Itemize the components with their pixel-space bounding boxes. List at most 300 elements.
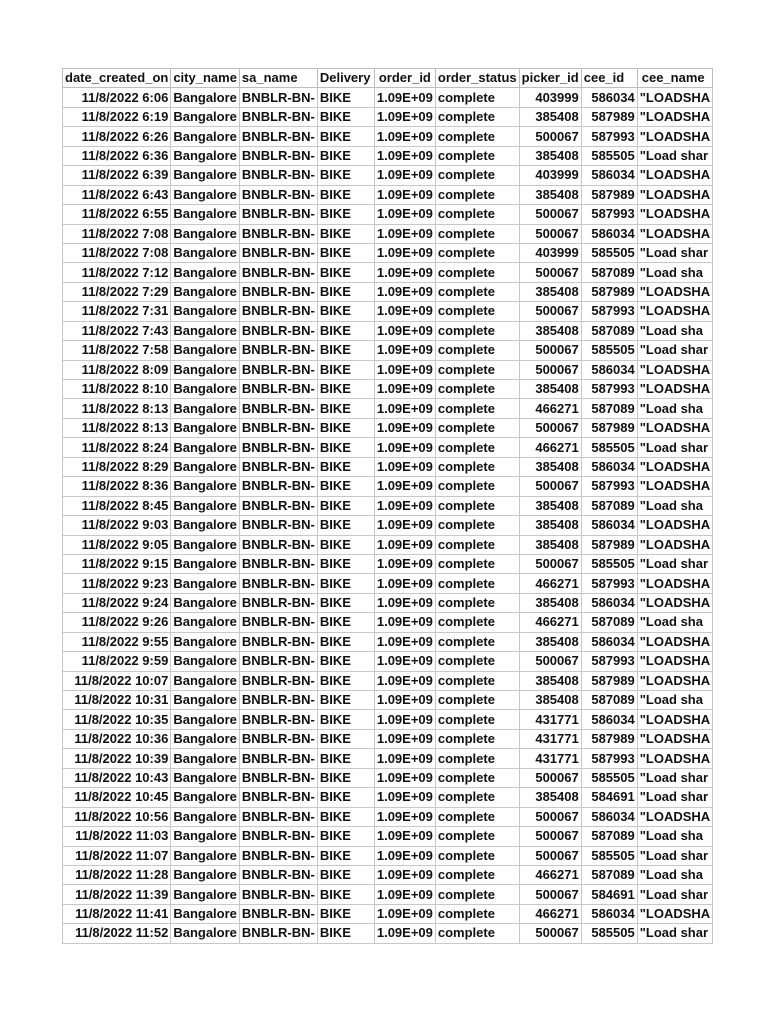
date-cell[interactable]: 11/8/2022 10:39 <box>63 749 171 768</box>
order-status-cell[interactable]: complete <box>435 457 519 476</box>
delivery-cell[interactable]: BIKE <box>317 846 374 865</box>
order-id-cell[interactable]: 1.09E+09 <box>374 593 435 612</box>
picker-id-cell[interactable]: 385408 <box>519 457 581 476</box>
cee-id-cell[interactable]: 585505 <box>581 768 637 787</box>
sa-name-cell[interactable]: BNBLR-BN- <box>239 438 317 457</box>
cee-name-cell[interactable]: "LOADSHA <box>637 282 712 301</box>
sa-name-cell[interactable]: BNBLR-BN- <box>239 107 317 126</box>
order-status-cell[interactable]: complete <box>435 788 519 807</box>
cee-name-cell[interactable]: "LOADSHA <box>637 457 712 476</box>
sa-name-cell[interactable]: BNBLR-BN- <box>239 691 317 710</box>
delivery-cell[interactable]: BIKE <box>317 205 374 224</box>
order-status-cell[interactable]: complete <box>435 438 519 457</box>
cee-id-cell[interactable]: 587989 <box>581 107 637 126</box>
order-id-cell[interactable]: 1.09E+09 <box>374 671 435 690</box>
city-cell[interactable]: Bangalore <box>171 477 240 496</box>
date-cell[interactable]: 11/8/2022 7:12 <box>63 263 171 282</box>
sa-name-cell[interactable]: BNBLR-BN- <box>239 574 317 593</box>
order-status-cell[interactable]: complete <box>435 632 519 651</box>
date-cell[interactable]: 11/8/2022 7:08 <box>63 224 171 243</box>
picker-id-cell[interactable]: 431771 <box>519 729 581 748</box>
cee-id-cell[interactable]: 587089 <box>581 321 637 340</box>
city-cell[interactable]: Bangalore <box>171 554 240 573</box>
city-cell[interactable]: Bangalore <box>171 166 240 185</box>
picker-id-cell[interactable]: 500067 <box>519 477 581 496</box>
cee-name-cell[interactable]: "Load sha <box>637 691 712 710</box>
order-id-cell[interactable]: 1.09E+09 <box>374 865 435 884</box>
sa-name-cell[interactable]: BNBLR-BN- <box>239 166 317 185</box>
city-cell[interactable]: Bangalore <box>171 127 240 146</box>
date-cell[interactable]: 11/8/2022 7:29 <box>63 282 171 301</box>
date-cell[interactable]: 11/8/2022 8:24 <box>63 438 171 457</box>
cee-id-cell[interactable]: 587989 <box>581 671 637 690</box>
order-status-cell[interactable]: complete <box>435 360 519 379</box>
cee-id-cell[interactable]: 586034 <box>581 457 637 476</box>
sa-name-cell[interactable]: BNBLR-BN- <box>239 788 317 807</box>
order-id-cell[interactable]: 1.09E+09 <box>374 166 435 185</box>
sa-name-cell[interactable]: BNBLR-BN- <box>239 710 317 729</box>
delivery-cell[interactable]: BIKE <box>317 380 374 399</box>
sa-name-cell[interactable]: BNBLR-BN- <box>239 846 317 865</box>
cee-id-cell[interactable]: 586034 <box>581 904 637 923</box>
sa-name-cell[interactable]: BNBLR-BN- <box>239 302 317 321</box>
header-cell-city-name[interactable]: city_name <box>171 69 240 88</box>
city-cell[interactable]: Bangalore <box>171 321 240 340</box>
picker-id-cell[interactable]: 500067 <box>519 846 581 865</box>
city-cell[interactable]: Bangalore <box>171 457 240 476</box>
cee-id-cell[interactable]: 586034 <box>581 516 637 535</box>
city-cell[interactable]: Bangalore <box>171 243 240 262</box>
cee-id-cell[interactable]: 585505 <box>581 341 637 360</box>
cee-name-cell[interactable]: "Load sha <box>637 321 712 340</box>
cee-name-cell[interactable]: "Load sha <box>637 827 712 846</box>
header-cell-order-status[interactable]: order_status <box>435 69 519 88</box>
delivery-cell[interactable]: BIKE <box>317 768 374 787</box>
order-status-cell[interactable]: complete <box>435 185 519 204</box>
picker-id-cell[interactable]: 466271 <box>519 399 581 418</box>
sa-name-cell[interactable]: BNBLR-BN- <box>239 205 317 224</box>
cee-name-cell[interactable]: "LOADSHA <box>637 477 712 496</box>
picker-id-cell[interactable]: 500067 <box>519 554 581 573</box>
date-cell[interactable]: 11/8/2022 8:36 <box>63 477 171 496</box>
cee-name-cell[interactable]: "LOADSHA <box>637 593 712 612</box>
city-cell[interactable]: Bangalore <box>171 418 240 437</box>
sa-name-cell[interactable]: BNBLR-BN- <box>239 263 317 282</box>
order-id-cell[interactable]: 1.09E+09 <box>374 263 435 282</box>
city-cell[interactable]: Bangalore <box>171 924 240 943</box>
city-cell[interactable]: Bangalore <box>171 496 240 515</box>
cee-id-cell[interactable]: 585505 <box>581 243 637 262</box>
cee-name-cell[interactable]: "Load shar <box>637 438 712 457</box>
date-cell[interactable]: 11/8/2022 11:03 <box>63 827 171 846</box>
date-cell[interactable]: 11/8/2022 9:26 <box>63 613 171 632</box>
order-status-cell[interactable]: complete <box>435 613 519 632</box>
picker-id-cell[interactable]: 403999 <box>519 166 581 185</box>
cee-id-cell[interactable]: 587993 <box>581 574 637 593</box>
order-status-cell[interactable]: complete <box>435 846 519 865</box>
picker-id-cell[interactable]: 385408 <box>519 496 581 515</box>
sa-name-cell[interactable]: BNBLR-BN- <box>239 477 317 496</box>
sa-name-cell[interactable]: BNBLR-BN- <box>239 399 317 418</box>
order-id-cell[interactable]: 1.09E+09 <box>374 574 435 593</box>
date-cell[interactable]: 11/8/2022 6:26 <box>63 127 171 146</box>
picker-id-cell[interactable]: 466271 <box>519 904 581 923</box>
order-status-cell[interactable]: complete <box>435 691 519 710</box>
sa-name-cell[interactable]: BNBLR-BN- <box>239 321 317 340</box>
order-id-cell[interactable]: 1.09E+09 <box>374 807 435 826</box>
picker-id-cell[interactable]: 385408 <box>519 282 581 301</box>
cee-name-cell[interactable]: "LOADSHA <box>637 224 712 243</box>
delivery-cell[interactable]: BIKE <box>317 418 374 437</box>
date-cell[interactable]: 11/8/2022 10:36 <box>63 729 171 748</box>
delivery-cell[interactable]: BIKE <box>317 127 374 146</box>
cee-id-cell[interactable]: 587989 <box>581 535 637 554</box>
picker-id-cell[interactable]: 385408 <box>519 146 581 165</box>
order-id-cell[interactable]: 1.09E+09 <box>374 224 435 243</box>
sa-name-cell[interactable]: BNBLR-BN- <box>239 671 317 690</box>
cee-id-cell[interactable]: 587989 <box>581 282 637 301</box>
picker-id-cell[interactable]: 385408 <box>519 321 581 340</box>
cee-id-cell[interactable]: 587993 <box>581 302 637 321</box>
cee-id-cell[interactable]: 586034 <box>581 224 637 243</box>
city-cell[interactable]: Bangalore <box>171 613 240 632</box>
date-cell[interactable]: 11/8/2022 8:09 <box>63 360 171 379</box>
delivery-cell[interactable]: BIKE <box>317 360 374 379</box>
cee-name-cell[interactable]: "LOADSHA <box>637 380 712 399</box>
cee-id-cell[interactable]: 587993 <box>581 749 637 768</box>
city-cell[interactable]: Bangalore <box>171 302 240 321</box>
header-cell-delivery[interactable]: Delivery <box>317 69 374 88</box>
cee-id-cell[interactable]: 587989 <box>581 185 637 204</box>
sa-name-cell[interactable]: BNBLR-BN- <box>239 418 317 437</box>
date-cell[interactable]: 11/8/2022 9:23 <box>63 574 171 593</box>
order-id-cell[interactable]: 1.09E+09 <box>374 399 435 418</box>
picker-id-cell[interactable]: 403999 <box>519 88 581 107</box>
order-status-cell[interactable]: complete <box>435 729 519 748</box>
cee-id-cell[interactable]: 587993 <box>581 477 637 496</box>
date-cell[interactable]: 11/8/2022 6:06 <box>63 88 171 107</box>
picker-id-cell[interactable]: 385408 <box>519 516 581 535</box>
order-id-cell[interactable]: 1.09E+09 <box>374 205 435 224</box>
picker-id-cell[interactable]: 466271 <box>519 865 581 884</box>
city-cell[interactable]: Bangalore <box>171 146 240 165</box>
sa-name-cell[interactable]: BNBLR-BN- <box>239 885 317 904</box>
picker-id-cell[interactable]: 466271 <box>519 438 581 457</box>
cee-name-cell[interactable]: "LOADSHA <box>637 360 712 379</box>
cee-name-cell[interactable]: "LOADSHA <box>637 127 712 146</box>
city-cell[interactable]: Bangalore <box>171 788 240 807</box>
sa-name-cell[interactable]: BNBLR-BN- <box>239 516 317 535</box>
cee-id-cell[interactable]: 586034 <box>581 88 637 107</box>
order-status-cell[interactable]: complete <box>435 380 519 399</box>
cee-name-cell[interactable]: "LOADSHA <box>637 729 712 748</box>
order-status-cell[interactable]: complete <box>435 749 519 768</box>
order-id-cell[interactable]: 1.09E+09 <box>374 457 435 476</box>
cee-name-cell[interactable]: "Load shar <box>637 243 712 262</box>
order-id-cell[interactable]: 1.09E+09 <box>374 243 435 262</box>
city-cell[interactable]: Bangalore <box>171 691 240 710</box>
date-cell[interactable]: 11/8/2022 9:15 <box>63 554 171 573</box>
cee-id-cell[interactable]: 587089 <box>581 865 637 884</box>
order-id-cell[interactable]: 1.09E+09 <box>374 477 435 496</box>
delivery-cell[interactable]: BIKE <box>317 885 374 904</box>
city-cell[interactable]: Bangalore <box>171 749 240 768</box>
cee-name-cell[interactable]: "LOADSHA <box>637 166 712 185</box>
delivery-cell[interactable]: BIKE <box>317 477 374 496</box>
city-cell[interactable]: Bangalore <box>171 399 240 418</box>
date-cell[interactable]: 11/8/2022 11:41 <box>63 904 171 923</box>
picker-id-cell[interactable]: 500067 <box>519 885 581 904</box>
date-cell[interactable]: 11/8/2022 9:59 <box>63 652 171 671</box>
order-id-cell[interactable]: 1.09E+09 <box>374 613 435 632</box>
delivery-cell[interactable]: BIKE <box>317 399 374 418</box>
order-id-cell[interactable]: 1.09E+09 <box>374 827 435 846</box>
delivery-cell[interactable]: BIKE <box>317 516 374 535</box>
cee-name-cell[interactable]: "LOADSHA <box>637 632 712 651</box>
order-id-cell[interactable]: 1.09E+09 <box>374 185 435 204</box>
cee-id-cell[interactable]: 587993 <box>581 205 637 224</box>
date-cell[interactable]: 11/8/2022 7:43 <box>63 321 171 340</box>
order-status-cell[interactable]: complete <box>435 710 519 729</box>
order-id-cell[interactable]: 1.09E+09 <box>374 146 435 165</box>
header-cell-picker-id[interactable]: picker_id <box>519 69 581 88</box>
city-cell[interactable]: Bangalore <box>171 341 240 360</box>
cee-name-cell[interactable]: "Load shar <box>637 768 712 787</box>
city-cell[interactable]: Bangalore <box>171 768 240 787</box>
delivery-cell[interactable]: BIKE <box>317 924 374 943</box>
cee-name-cell[interactable]: "Load sha <box>637 865 712 884</box>
order-status-cell[interactable]: complete <box>435 88 519 107</box>
delivery-cell[interactable]: BIKE <box>317 749 374 768</box>
cee-id-cell[interactable]: 585505 <box>581 554 637 573</box>
order-status-cell[interactable]: complete <box>435 554 519 573</box>
sa-name-cell[interactable]: BNBLR-BN- <box>239 554 317 573</box>
picker-id-cell[interactable]: 500067 <box>519 341 581 360</box>
order-id-cell[interactable]: 1.09E+09 <box>374 846 435 865</box>
cee-id-cell[interactable]: 587089 <box>581 399 637 418</box>
order-id-cell[interactable]: 1.09E+09 <box>374 788 435 807</box>
cee-name-cell[interactable]: "Load sha <box>637 613 712 632</box>
order-status-cell[interactable]: complete <box>435 127 519 146</box>
cee-id-cell[interactable]: 586034 <box>581 807 637 826</box>
order-status-cell[interactable]: complete <box>435 593 519 612</box>
cee-id-cell[interactable]: 587993 <box>581 127 637 146</box>
city-cell[interactable]: Bangalore <box>171 710 240 729</box>
sa-name-cell[interactable]: BNBLR-BN- <box>239 146 317 165</box>
delivery-cell[interactable]: BIKE <box>317 710 374 729</box>
cee-name-cell[interactable]: "LOADSHA <box>637 516 712 535</box>
order-status-cell[interactable]: complete <box>435 924 519 943</box>
picker-id-cell[interactable]: 385408 <box>519 535 581 554</box>
order-id-cell[interactable]: 1.09E+09 <box>374 321 435 340</box>
date-cell[interactable]: 11/8/2022 11:07 <box>63 846 171 865</box>
date-cell[interactable]: 11/8/2022 10:07 <box>63 671 171 690</box>
order-status-cell[interactable]: complete <box>435 418 519 437</box>
order-id-cell[interactable]: 1.09E+09 <box>374 710 435 729</box>
delivery-cell[interactable]: BIKE <box>317 807 374 826</box>
delivery-cell[interactable]: BIKE <box>317 457 374 476</box>
delivery-cell[interactable]: BIKE <box>317 263 374 282</box>
delivery-cell[interactable]: BIKE <box>317 224 374 243</box>
picker-id-cell[interactable]: 466271 <box>519 574 581 593</box>
order-id-cell[interactable]: 1.09E+09 <box>374 438 435 457</box>
delivery-cell[interactable]: BIKE <box>317 593 374 612</box>
delivery-cell[interactable]: BIKE <box>317 88 374 107</box>
order-id-cell[interactable]: 1.09E+09 <box>374 360 435 379</box>
delivery-cell[interactable]: BIKE <box>317 554 374 573</box>
cee-id-cell[interactable]: 586034 <box>581 710 637 729</box>
cee-id-cell[interactable]: 587993 <box>581 652 637 671</box>
city-cell[interactable]: Bangalore <box>171 88 240 107</box>
city-cell[interactable]: Bangalore <box>171 827 240 846</box>
delivery-cell[interactable]: BIKE <box>317 904 374 923</box>
delivery-cell[interactable]: BIKE <box>317 574 374 593</box>
city-cell[interactable]: Bangalore <box>171 224 240 243</box>
cee-name-cell[interactable]: "LOADSHA <box>637 749 712 768</box>
cee-id-cell[interactable]: 585505 <box>581 924 637 943</box>
order-status-cell[interactable]: complete <box>435 205 519 224</box>
date-cell[interactable]: 11/8/2022 7:58 <box>63 341 171 360</box>
picker-id-cell[interactable]: 500067 <box>519 418 581 437</box>
city-cell[interactable]: Bangalore <box>171 205 240 224</box>
city-cell[interactable]: Bangalore <box>171 904 240 923</box>
picker-id-cell[interactable]: 385408 <box>519 380 581 399</box>
delivery-cell[interactable]: BIKE <box>317 438 374 457</box>
order-id-cell[interactable]: 1.09E+09 <box>374 282 435 301</box>
sa-name-cell[interactable]: BNBLR-BN- <box>239 593 317 612</box>
order-status-cell[interactable]: complete <box>435 263 519 282</box>
delivery-cell[interactable]: BIKE <box>317 282 374 301</box>
date-cell[interactable]: 11/8/2022 10:35 <box>63 710 171 729</box>
sa-name-cell[interactable]: BNBLR-BN- <box>239 243 317 262</box>
date-cell[interactable]: 11/8/2022 9:03 <box>63 516 171 535</box>
delivery-cell[interactable]: BIKE <box>317 788 374 807</box>
order-status-cell[interactable]: complete <box>435 904 519 923</box>
picker-id-cell[interactable]: 466271 <box>519 613 581 632</box>
cee-name-cell[interactable]: "Load shar <box>637 846 712 865</box>
cee-id-cell[interactable]: 587089 <box>581 263 637 282</box>
cee-name-cell[interactable]: "LOADSHA <box>637 107 712 126</box>
picker-id-cell[interactable]: 500067 <box>519 807 581 826</box>
date-cell[interactable]: 11/8/2022 9:55 <box>63 632 171 651</box>
order-status-cell[interactable]: complete <box>435 341 519 360</box>
order-id-cell[interactable]: 1.09E+09 <box>374 768 435 787</box>
delivery-cell[interactable]: BIKE <box>317 652 374 671</box>
cee-id-cell[interactable]: 586034 <box>581 360 637 379</box>
sa-name-cell[interactable]: BNBLR-BN- <box>239 380 317 399</box>
order-id-cell[interactable]: 1.09E+09 <box>374 496 435 515</box>
picker-id-cell[interactable]: 385408 <box>519 788 581 807</box>
order-status-cell[interactable]: complete <box>435 477 519 496</box>
delivery-cell[interactable]: BIKE <box>317 146 374 165</box>
delivery-cell[interactable]: BIKE <box>317 632 374 651</box>
picker-id-cell[interactable]: 500067 <box>519 263 581 282</box>
cee-name-cell[interactable]: "LOADSHA <box>637 185 712 204</box>
cee-id-cell[interactable]: 587089 <box>581 496 637 515</box>
cee-name-cell[interactable]: "LOADSHA <box>637 574 712 593</box>
cee-name-cell[interactable]: "LOADSHA <box>637 88 712 107</box>
sa-name-cell[interactable]: BNBLR-BN- <box>239 360 317 379</box>
date-cell[interactable]: 11/8/2022 6:55 <box>63 205 171 224</box>
cee-id-cell[interactable]: 585505 <box>581 146 637 165</box>
date-cell[interactable]: 11/8/2022 10:31 <box>63 691 171 710</box>
order-status-cell[interactable]: complete <box>435 224 519 243</box>
cee-name-cell[interactable]: "LOADSHA <box>637 302 712 321</box>
date-cell[interactable]: 11/8/2022 8:10 <box>63 380 171 399</box>
delivery-cell[interactable]: BIKE <box>317 671 374 690</box>
cee-name-cell[interactable]: "LOADSHA <box>637 671 712 690</box>
header-cell-cee-name[interactable]: cee_name <box>637 69 712 88</box>
date-cell[interactable]: 11/8/2022 9:05 <box>63 535 171 554</box>
order-id-cell[interactable]: 1.09E+09 <box>374 380 435 399</box>
cee-id-cell[interactable]: 587089 <box>581 691 637 710</box>
header-cell-sa-name[interactable]: sa_name <box>239 69 317 88</box>
cee-name-cell[interactable]: "LOADSHA <box>637 205 712 224</box>
city-cell[interactable]: Bangalore <box>171 185 240 204</box>
order-status-cell[interactable]: complete <box>435 768 519 787</box>
city-cell[interactable]: Bangalore <box>171 516 240 535</box>
sa-name-cell[interactable]: BNBLR-BN- <box>239 496 317 515</box>
city-cell[interactable]: Bangalore <box>171 380 240 399</box>
date-cell[interactable]: 11/8/2022 8:13 <box>63 399 171 418</box>
date-cell[interactable]: 11/8/2022 10:43 <box>63 768 171 787</box>
picker-id-cell[interactable]: 500067 <box>519 205 581 224</box>
order-id-cell[interactable]: 1.09E+09 <box>374 127 435 146</box>
order-id-cell[interactable]: 1.09E+09 <box>374 924 435 943</box>
cee-id-cell[interactable]: 585505 <box>581 438 637 457</box>
date-cell[interactable]: 11/8/2022 6:36 <box>63 146 171 165</box>
city-cell[interactable]: Bangalore <box>171 729 240 748</box>
order-status-cell[interactable]: complete <box>435 885 519 904</box>
date-cell[interactable]: 11/8/2022 7:08 <box>63 243 171 262</box>
cee-name-cell[interactable]: "Load sha <box>637 496 712 515</box>
picker-id-cell[interactable]: 385408 <box>519 185 581 204</box>
cee-id-cell[interactable]: 584691 <box>581 788 637 807</box>
delivery-cell[interactable]: BIKE <box>317 107 374 126</box>
order-status-cell[interactable]: complete <box>435 652 519 671</box>
cee-id-cell[interactable]: 587089 <box>581 827 637 846</box>
delivery-cell[interactable]: BIKE <box>317 613 374 632</box>
order-id-cell[interactable]: 1.09E+09 <box>374 749 435 768</box>
cee-name-cell[interactable]: "Load sha <box>637 399 712 418</box>
picker-id-cell[interactable]: 500067 <box>519 768 581 787</box>
order-status-cell[interactable]: complete <box>435 865 519 884</box>
city-cell[interactable]: Bangalore <box>171 282 240 301</box>
picker-id-cell[interactable]: 500067 <box>519 827 581 846</box>
delivery-cell[interactable]: BIKE <box>317 302 374 321</box>
sa-name-cell[interactable]: BNBLR-BN- <box>239 457 317 476</box>
order-id-cell[interactable]: 1.09E+09 <box>374 904 435 923</box>
cee-id-cell[interactable]: 585505 <box>581 846 637 865</box>
picker-id-cell[interactable]: 385408 <box>519 593 581 612</box>
delivery-cell[interactable]: BIKE <box>317 691 374 710</box>
header-cell-date-created-on[interactable]: date_created_on <box>63 69 171 88</box>
sa-name-cell[interactable]: BNBLR-BN- <box>239 535 317 554</box>
date-cell[interactable]: 11/8/2022 10:56 <box>63 807 171 826</box>
city-cell[interactable]: Bangalore <box>171 652 240 671</box>
sa-name-cell[interactable]: BNBLR-BN- <box>239 282 317 301</box>
sa-name-cell[interactable]: BNBLR-BN- <box>239 652 317 671</box>
picker-id-cell[interactable]: 385408 <box>519 671 581 690</box>
header-cell-order-id[interactable]: order_id <box>374 69 435 88</box>
picker-id-cell[interactable]: 500067 <box>519 652 581 671</box>
delivery-cell[interactable]: BIKE <box>317 865 374 884</box>
cee-name-cell[interactable]: "LOADSHA <box>637 652 712 671</box>
city-cell[interactable]: Bangalore <box>171 535 240 554</box>
delivery-cell[interactable]: BIKE <box>317 729 374 748</box>
sa-name-cell[interactable]: BNBLR-BN- <box>239 827 317 846</box>
order-id-cell[interactable]: 1.09E+09 <box>374 885 435 904</box>
